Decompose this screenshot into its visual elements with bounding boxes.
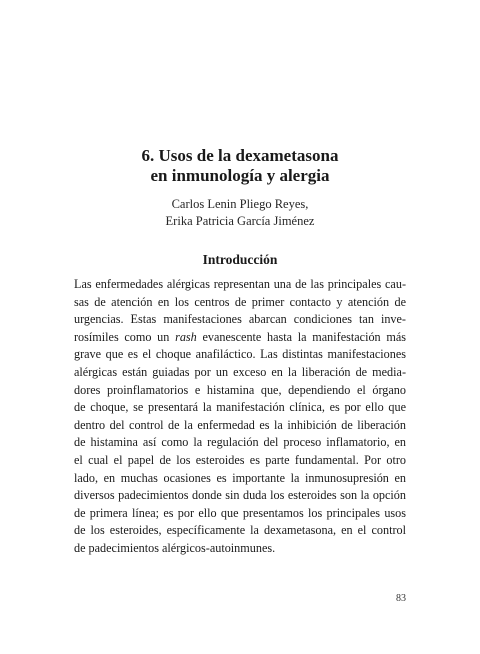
author-name: Carlos Lenin Pliego Reyes, xyxy=(171,197,309,211)
paragraph-line: el cual el papel de los esteroides es parte fundamental. Por otro xyxy=(74,452,406,467)
paragraph-line: de los esteroides, específicamente la dexametasona, en el control xyxy=(74,523,406,538)
paragraph-line: alérgicas están guiadas por un exceso en la liberación de media- xyxy=(74,364,406,379)
paragraph-line: lado, en muchas ocasiones es importante la inmunosupresión en xyxy=(74,470,406,485)
paragraph-line: dentro del control de la enfermedad es la inhibición de liberación xyxy=(74,417,406,432)
paragraph-line xyxy=(74,329,406,347)
chapter-title-line-1: 6. Usos de la dexametasona xyxy=(141,146,339,165)
paragraph-line: dores proinflamatorios e histamina que, dependiendo el órgano xyxy=(74,382,406,397)
paragraph-line: sas de atención en los centros de primer contacto y atención de xyxy=(74,294,406,309)
paragraph-line: Las enfermedades alérgicas representan una de las principales cau- xyxy=(74,277,406,291)
chapter-title xyxy=(0,146,480,186)
author-list xyxy=(0,196,480,230)
paragraph-line: urgencias. Estas manifestaciones abarcan condiciones tan inve- xyxy=(74,312,406,327)
line-text: evanescente hasta la manifestación más xyxy=(196,329,406,344)
paragraph-line: de histamina así como la regulación del proceso inflamatorio, en xyxy=(74,435,406,450)
body-paragraph xyxy=(74,276,406,558)
line-text: rosímiles como un xyxy=(74,329,176,344)
paragraph-line: diversos padecimientos donde sin duda los esteroides son la opción xyxy=(74,488,406,503)
paragraph-line: grave que es el choque anafiláctico. Las distintas manifestaciones xyxy=(74,347,406,362)
italic-term: rash xyxy=(175,329,197,344)
page-number: 83 xyxy=(396,593,406,604)
author-name: Erika Patricia García Jiménez xyxy=(165,214,315,228)
section-heading: Introducción xyxy=(202,252,278,267)
chapter-title-line-2: en inmunología y alergia xyxy=(150,166,330,185)
paragraph-line: de primera línea; es por ello que presentamos los principales usos xyxy=(74,505,406,520)
paragraph-line: de padecimientos alérgicos-autoinmunes. xyxy=(74,540,276,555)
paragraph-line: de choque, se presentará la manifestación clínica, es por ello que xyxy=(74,400,406,415)
